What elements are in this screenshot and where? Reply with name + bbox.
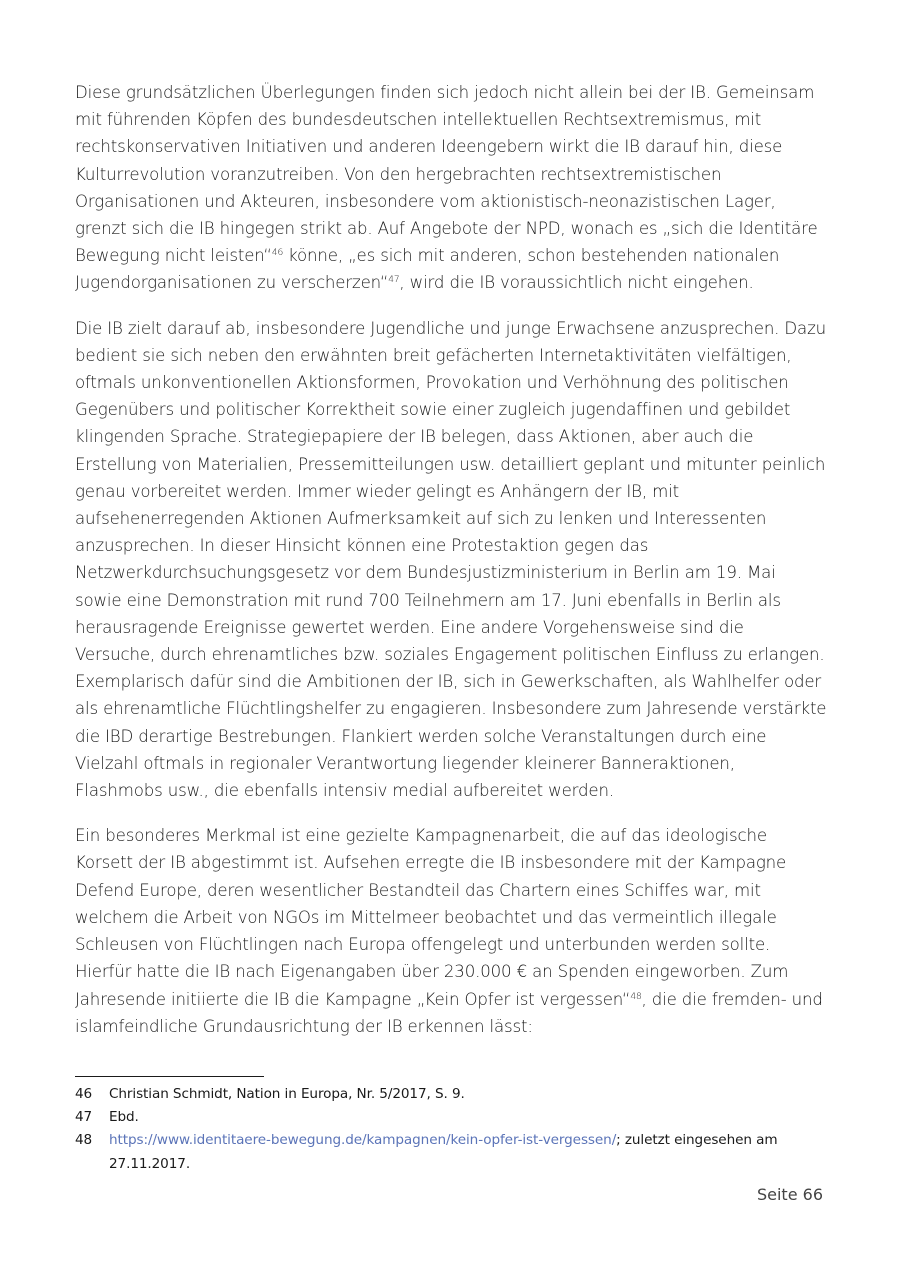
footnote-number: 46	[75, 1086, 93, 1102]
paragraph-1-text-3: , wird die IB voraussichtlich nicht eingehen.	[399, 273, 754, 293]
body-text	[75, 79, 827, 1058]
paragraph-2	[75, 315, 827, 805]
footnote-text	[109, 1129, 827, 1175]
paragraph-3-text-2: , die die fremden- und islamfeindliche Grundausrichtung der IB erkennen lässt:	[75, 989, 823, 1036]
footnote-48	[75, 1129, 827, 1175]
footnote-47	[75, 1106, 827, 1129]
footnote-link[interactable]: https://www.identitaere-bewegung.de/kampagnen/kein-opfer-ist-vergessen/	[109, 1132, 617, 1149]
footnote-46	[75, 1083, 827, 1106]
page-number: Seite 66	[756, 1185, 823, 1204]
paragraph-2-text: Die IB zielt darauf ab, insbesondere Jugendliche und junge Erwachsene anzusprechen. Dazu bedient sie sich neben den erwähnten breit gefächerten Internetaktivitäten vielfältigen, oftmals unkonventionellen Aktionsformen, Provokation und Verhöhnung des politischen Gegenübers und politischer Korrektheit sowie einer zugleich jugendaffinen und gebildet klingenden Sprache. Strategiepapiere der IB belegen, dass Aktionen, aber auch die Erstellung von Materialien, Pressemitteilungen usw. detailliert geplant und mitunter peinlich genau vorbereitet werden. Immer wieder gelingt es Anhängern der IB, mit aufsehenerregenden Aktionen Aufmerksamkeit auf sich zu lenken und Interessenten anzusprechen. In dieser Hinsicht können eine Protestaktion gegen das Netzwerkdurchsuchungsgesetz vor dem Bundesjustizministerium in Berlin am 19. Mai sowie eine Demonstration mit rund 700 Teilnehmern am 17. Juni ebenfalls in Berlin als herausragende Ereignisse gewertet werden. Eine andere Vorgehensweise sind die Versuche, durch ehrenamtliches bzw. soziales Engagement politischen Einfluss zu erlangen. Exemplarisch dafür sind die Ambitionen der IB, sich in Gewerkschaften, als Wahlhelfer oder als ehrenamtliche Flüchtlingshelfer zu engagieren. Insbesondere zum Jahresende verstärkte die IBD derartige Bestrebungen. Flankiert werden solche Veranstaltungen durch eine Vielzahl oftmals in regionaler Verantwortung liegender kleinerer Banneraktionen, Flashmobs usw., die ebenfalls intensiv medial aufbereitet werden.	[75, 318, 827, 801]
footnote-number: 48	[75, 1132, 93, 1149]
footnote-divider	[75, 1076, 264, 1077]
footnote-ref-46: 46	[271, 248, 284, 259]
footnote-text: Ebd.	[109, 1109, 139, 1126]
footnote-text-suffix: ; zuletzt eingesehen am 27.11.2017.	[109, 1132, 778, 1172]
footnote-text: Christian Schmidt, Nation in Europa, Nr. 5/2017, S. 9.	[109, 1086, 465, 1102]
footnotes	[75, 1083, 827, 1176]
paragraph-3	[75, 822, 827, 1040]
paragraph-3-text: Ein besonderes Merkmal ist eine gezielte Kampagnenarbeit, die auf das ideologische Korsett der IB abgestimmt ist. Aufsehen erregte die IB insbesondere mit der Kampagne Defend Europe, deren wesentlicher Bestandteil das Chartern eines Schiffes war, mit welchem die Arbeit von NGOs im Mittelmeer beobachtet und das vermeintlich illegale Schleusen von Flüchtlingen nach Europa offengelegt und unterbunden werden sollte. Hierfür hatte die IB nach Eigenangaben über 230.000 € an Spenden eingeworben. Zum Jahresende initiierte die IB die Kampagne „Kein Opfer ist vergessen“	[75, 826, 789, 1009]
paragraph-1-text: Diese grundsätzlichen Überlegungen finden sich jedoch nicht allein bei der IB. Gemeinsam mit führenden Köpfen des bundesdeutschen intellektuellen Rechtsextremismus, mit rechtskonservativen Initiativen und anderen Ideengebern wirkt die IB darauf hin, diese Kulturrevolution voranzutreiben. Von den hergebrachten rechtsextremistischen Organisationen und Akteuren, insbesondere vom aktionistisch-neonazistischen Lager, grenzt sich die IB hingegen strikt ab. Auf Angebote der NPD, wonach es „sich die Identitäre Bewegung nicht leisten“	[75, 83, 818, 266]
footnote-number: 47	[75, 1109, 93, 1126]
footnote-ref-47: 47	[388, 275, 400, 286]
footnote-ref-48: 48	[630, 991, 642, 1002]
paragraph-1-text-2: könne, „es sich mit anderen, schon bestehenden nationalen Jugendorganisationen zu verscherzen“	[75, 246, 780, 293]
paragraph-1	[75, 79, 827, 297]
